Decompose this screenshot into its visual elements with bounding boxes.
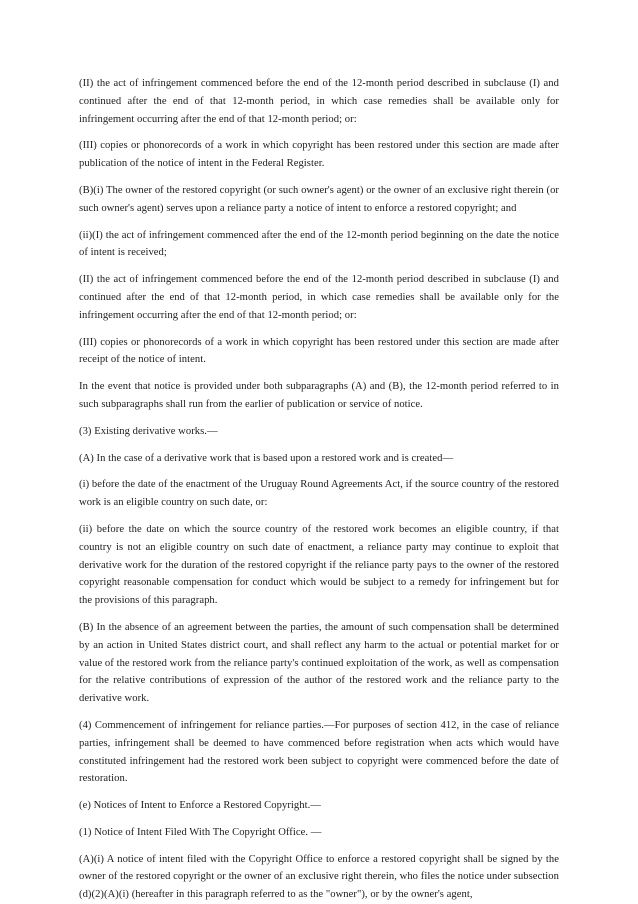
heading-notice-filed-with-office: (1) Notice of Intent Filed With The Copyright Office. — xyxy=(79,826,322,838)
paragraph-ii-i-act-after-end: (ii)(I) the act of infringement commenced after the end of the 12-month period beginning on the date the notice of intent is received; xyxy=(79,229,559,259)
paragraph-both-subparagraphs: In the event that notice is provided under both subparagraphs (A) and (B), the 12-month period referred to in such subparagraphs shall run from the earlier of publication or service of notice. xyxy=(79,381,559,410)
heading-existing-derivative-works: (3) Existing derivative works.— xyxy=(79,425,218,437)
paragraph-a-i-notice-signed: (A)(i) A notice of intent filed with the Copyright Office to enforce a restored copyright shall be signed by the owner of the restored copyright or the owner of an exclusive right therein, who files the notice under subsection (d)(2)(A)(i) (hereafter in this paragraph referred to as the "owner"), or by the owner's agent, xyxy=(79,853,559,901)
paragraph-ii-act-before-end-2: (II) the act of infringement commenced before the end of the 12-month period described in subclause (I) and continued after the end of that 12-month period, in which case remedies shall be available only for the infringement occurring after the end of that 12-month period; or: xyxy=(79,274,559,321)
paragraph-ii-act-before-end: (II) the act of infringement commenced before the end of the 12-month period described in subclause (I) and continued after the end of that 12-month period, in which case remedies shall be available only for infringement occurring after the end of that 12-month period; or: xyxy=(79,78,559,125)
paragraph-b-absence-of-agreement: (B) In the absence of an agreement between the parties, the amount of such compensation shall be determined by an action in United States district court, and shall reflect any harm to the actual or potential market for or value of the restored work from the reliance party's continued exploitation of the work, as well as compensation for the relative contributions of expression of the author of the restored work and the reliance party to the derivative work. xyxy=(79,621,559,705)
paragraph-a-derivative-work: (A) In the case of a derivative work that is based upon a restored work and is created— xyxy=(79,452,454,464)
paragraph-iii-receipt-of-notice: (III) copies or phonorecords of a work in which copyright has been restored under this section are made after receipt of the notice of intent. xyxy=(79,336,559,366)
paragraph-4-commencement-of-infringement: (4) Commencement of infringement for reliance parties.—For purposes of section 412, in the case of reliance parties, infringement shall be deemed to have commenced before registration when acts which would have constituted infringement had the restored work been subject to copyright were commenced before the date of restoration. xyxy=(79,719,559,785)
heading-notices-of-intent: (e) Notices of Intent to Enforce a Restored Copyright.— xyxy=(79,800,321,812)
paragraph-ii-before-eligible-country: (ii) before the date on which the source country of the restored work becomes an eligible country, if that country is not an eligible country on such date of enactment, a reliance party may continue to exploit that derivative work for the duration of the restored copyright if the reliance party pays to the owner of the restored copyright reasonable compensation for conduct which would be subject to a remedy for infringement but for the provisions of this paragraph. xyxy=(79,523,559,607)
paragraph-iii-federal-register: (III) copies or phonorecords of a work in which copyright has been restored under this section are made after publication of the notice of intent in the Federal Register. xyxy=(79,140,559,170)
paragraph-b-i-owner-serves-notice: (B)(i) The owner of the restored copyright (or such owner's agent) or the owner of an exclusive right therein (or such owner's agent) serves upon a reliance party a notice of intent to enforce a restored copyright; and xyxy=(79,184,559,214)
paragraph-i-before-enactment: (i) before the date of the enactment of the Uruguay Round Agreements Act, if the source country of the restored work is an eligible country on such date, or: xyxy=(79,479,559,509)
